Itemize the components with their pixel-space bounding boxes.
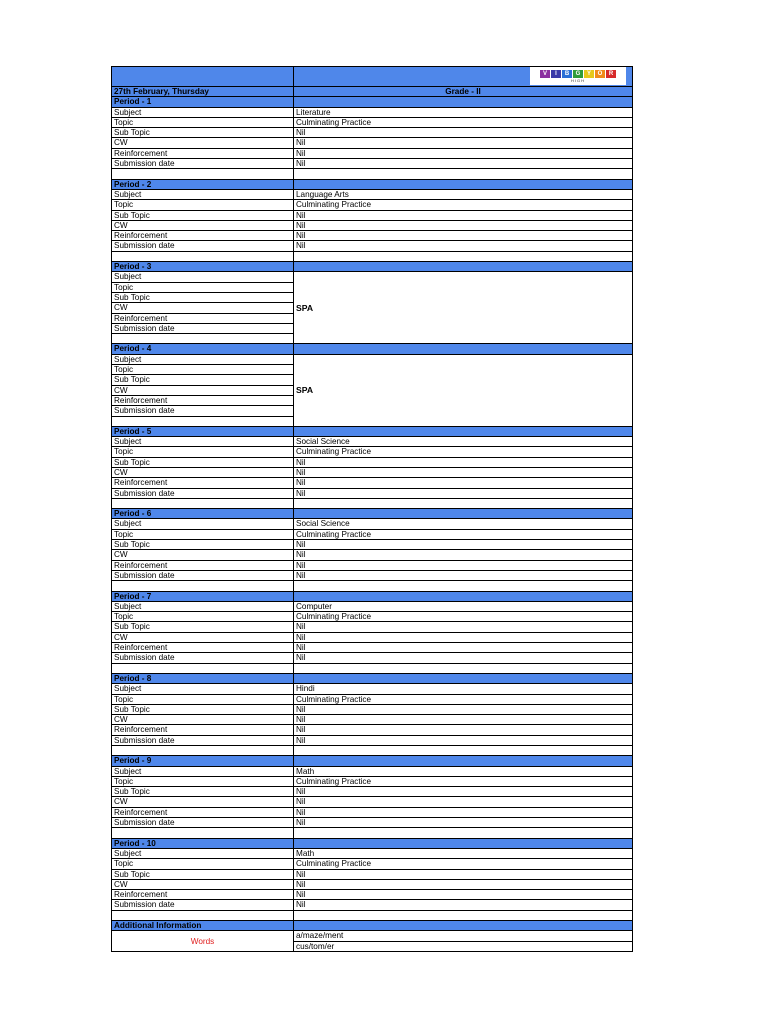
field-label: Topic <box>112 200 294 210</box>
spacer-row <box>112 746 633 756</box>
field-value: Nil <box>294 880 633 890</box>
field-label: Sub Topic <box>112 375 294 385</box>
period-field-row <box>112 643 633 653</box>
period-field-row <box>112 540 633 550</box>
period-field-row <box>112 787 633 797</box>
logo-letter: B <box>562 70 572 78</box>
period-field-row <box>112 725 633 735</box>
period-field-row <box>112 684 633 694</box>
logo-letter: O <box>595 70 605 78</box>
field-label: Topic <box>112 612 294 622</box>
word-item: a/maze/ment <box>294 931 633 941</box>
field-value: Nil <box>294 231 633 241</box>
period-field-row <box>112 859 633 869</box>
words-list <box>294 931 633 952</box>
period-field-row <box>112 519 633 529</box>
field-value: Nil <box>294 870 633 880</box>
period-header <box>112 180 633 190</box>
period-field-row <box>112 561 633 571</box>
field-label: Topic <box>112 859 294 869</box>
period-field-row <box>112 550 633 560</box>
field-label: Subject <box>112 108 294 118</box>
field-value: Nil <box>294 128 633 138</box>
date-label: 27th February, Thursday <box>112 87 294 97</box>
field-value: Culminating Practice <box>294 200 633 210</box>
field-label: CW <box>112 633 294 643</box>
field-label: Sub Topic <box>112 705 294 715</box>
period-title: Period - 4 <box>112 344 294 354</box>
words-block <box>112 931 633 952</box>
period-field-row <box>112 108 633 118</box>
period-field-row <box>112 447 633 457</box>
period-field-row <box>112 118 633 128</box>
logo-letters <box>540 70 616 78</box>
field-value: Nil <box>294 725 633 735</box>
period-field-row <box>112 890 633 900</box>
field-value: Nil <box>294 458 633 468</box>
logo-letter: Y <box>584 70 594 78</box>
period-header <box>112 97 633 107</box>
field-value: Culminating Practice <box>294 118 633 128</box>
spacer-row <box>112 664 633 674</box>
field-label: Sub Topic <box>112 787 294 797</box>
period-list <box>112 97 633 921</box>
period-title: Period - 7 <box>112 592 294 602</box>
field-value: Social Science <box>294 519 633 529</box>
period-field-row <box>112 190 633 200</box>
period-title: Period - 3 <box>112 262 294 272</box>
period-title: Period - 6 <box>112 509 294 519</box>
field-label: Submission date <box>112 489 294 499</box>
logo-subtitle: HIGH <box>571 77 585 83</box>
period-field-row <box>112 571 633 581</box>
field-value: Math <box>294 767 633 777</box>
period-field-row <box>112 797 633 807</box>
field-label: Submission date <box>112 571 294 581</box>
field-label: Subject <box>112 767 294 777</box>
period-field-row <box>112 705 633 715</box>
field-value: Nil <box>294 221 633 231</box>
period-field-row <box>112 818 633 828</box>
period-field-row <box>112 530 633 540</box>
field-label: Subject <box>112 519 294 529</box>
additional-header <box>112 921 633 931</box>
logo-letter: G <box>573 70 583 78</box>
period-field-row <box>112 880 633 890</box>
field-label: CW <box>112 138 294 148</box>
merged-period-block <box>112 355 633 427</box>
period-field-row <box>112 715 633 725</box>
field-label: Subject <box>112 437 294 447</box>
period-field-row <box>112 736 633 746</box>
period-field-row <box>112 622 633 632</box>
field-label: Submission date <box>112 406 294 416</box>
period-field-row <box>112 478 633 488</box>
period-field-row <box>112 221 633 231</box>
period-header <box>112 592 633 602</box>
field-value: Culminating Practice <box>294 530 633 540</box>
field-label: Submission date <box>112 736 294 746</box>
period-header <box>112 509 633 519</box>
field-value: Nil <box>294 715 633 725</box>
spacer-row <box>112 911 633 921</box>
spacer-row <box>112 581 633 591</box>
period-title: Period - 8 <box>112 674 294 684</box>
field-label: CW <box>112 303 294 313</box>
field-label: Sub Topic <box>112 622 294 632</box>
field-label: Submission date <box>112 159 294 169</box>
period-field-row <box>112 808 633 818</box>
field-value: Nil <box>294 818 633 828</box>
field-label: Topic <box>112 118 294 128</box>
additional-info <box>112 921 633 952</box>
field-value: Culminating Practice <box>294 447 633 457</box>
spacer-row <box>112 828 633 838</box>
field-label: Subject <box>112 684 294 694</box>
period-field-row <box>112 211 633 221</box>
field-label: CW <box>112 715 294 725</box>
period-field-row <box>112 767 633 777</box>
period-title: Period - 9 <box>112 756 294 766</box>
field-value: Culminating Practice <box>294 695 633 705</box>
period-field-row <box>112 602 633 612</box>
period-header <box>112 839 633 849</box>
field-label: Reinforcement <box>112 725 294 735</box>
period-title: Period - 2 <box>112 180 294 190</box>
field-label: Subject <box>112 602 294 612</box>
field-value: Nil <box>294 550 633 560</box>
field-value: Nil <box>294 540 633 550</box>
field-value: Social Science <box>294 437 633 447</box>
field-label: Sub Topic <box>112 293 294 303</box>
period-header <box>112 427 633 437</box>
period-field-row <box>112 231 633 241</box>
period-header <box>112 756 633 766</box>
field-label: Topic <box>112 283 294 293</box>
field-label: Submission date <box>112 241 294 251</box>
field-label: Reinforcement <box>112 643 294 653</box>
merged-period-block <box>112 272 633 344</box>
field-label: Reinforcement <box>112 314 294 324</box>
field-value: Culminating Practice <box>294 859 633 869</box>
field-value: Computer <box>294 602 633 612</box>
field-label: Sub Topic <box>112 211 294 221</box>
period-field-row <box>112 695 633 705</box>
field-label: Submission date <box>112 818 294 828</box>
field-value: Nil <box>294 622 633 632</box>
field-label: CW <box>112 468 294 478</box>
spacer-row <box>112 499 633 509</box>
period-field-row <box>112 900 633 910</box>
field-label: CW <box>112 797 294 807</box>
field-label: Topic <box>112 695 294 705</box>
period-header <box>112 344 633 354</box>
logo-letter: I <box>551 70 561 78</box>
field-value: Nil <box>294 561 633 571</box>
period-title: Period - 10 <box>112 839 294 849</box>
field-label: Subject <box>112 272 294 282</box>
sheet-top-row <box>112 67 633 87</box>
merged-value: SPA <box>294 355 633 427</box>
period-field-row <box>112 612 633 622</box>
field-label: Reinforcement <box>112 561 294 571</box>
field-value: Nil <box>294 468 633 478</box>
period-field-row <box>112 128 633 138</box>
period-field-row <box>112 849 633 859</box>
field-label: Sub Topic <box>112 128 294 138</box>
field-label: CW <box>112 880 294 890</box>
field-label: Sub Topic <box>112 458 294 468</box>
field-value: Language Arts <box>294 190 633 200</box>
field-value: Nil <box>294 159 633 169</box>
period-title: Period - 1 <box>112 97 294 107</box>
period-field-row <box>112 241 633 251</box>
field-label: Reinforcement <box>112 396 294 406</box>
field-label: Submission date <box>112 324 294 334</box>
word-item: cus/tom/er <box>294 942 633 952</box>
field-value: Culminating Practice <box>294 612 633 622</box>
field-label: Reinforcement <box>112 231 294 241</box>
vibgyor-high-logo <box>530 67 626 85</box>
field-value: Nil <box>294 478 633 488</box>
field-value: Nil <box>294 149 633 159</box>
field-label: Topic <box>112 447 294 457</box>
words-label: Words <box>112 931 294 952</box>
period-field-row <box>112 159 633 169</box>
period-field-row <box>112 653 633 663</box>
field-label: CW <box>112 386 294 396</box>
period-field-row <box>112 468 633 478</box>
field-value: Nil <box>294 808 633 818</box>
spacer-row <box>112 252 633 262</box>
merged-value: SPA <box>294 272 633 344</box>
period-field-row <box>112 777 633 787</box>
field-value: Nil <box>294 633 633 643</box>
field-value: Nil <box>294 705 633 715</box>
grade-label: Grade - II <box>294 87 633 97</box>
field-value: Nil <box>294 211 633 221</box>
field-label: Submission date <box>112 653 294 663</box>
field-value: Math <box>294 849 633 859</box>
period-field-row <box>112 200 633 210</box>
field-value: Nil <box>294 736 633 746</box>
field-value: Nil <box>294 489 633 499</box>
field-label: Reinforcement <box>112 890 294 900</box>
logo-letter: V <box>540 70 550 78</box>
field-label: CW <box>112 550 294 560</box>
additional-title: Additional Information <box>112 921 294 931</box>
field-label: Reinforcement <box>112 808 294 818</box>
field-value: Nil <box>294 241 633 251</box>
field-value: Nil <box>294 653 633 663</box>
period-field-row <box>112 489 633 499</box>
field-value: Nil <box>294 571 633 581</box>
period-header <box>112 674 633 684</box>
field-value: Nil <box>294 643 633 653</box>
field-value: Hindi <box>294 684 633 694</box>
spacer-row <box>112 169 633 179</box>
homework-sheet <box>111 66 633 952</box>
field-value: Nil <box>294 787 633 797</box>
field-value: Nil <box>294 138 633 148</box>
field-label: Subject <box>112 355 294 365</box>
period-title: Period - 5 <box>112 427 294 437</box>
period-field-row <box>112 633 633 643</box>
field-label: CW <box>112 221 294 231</box>
logo-letter: R <box>606 70 616 78</box>
period-field-row <box>112 149 633 159</box>
period-field-row <box>112 138 633 148</box>
field-label: Reinforcement <box>112 478 294 488</box>
field-value: Nil <box>294 890 633 900</box>
field-label: Subject <box>112 849 294 859</box>
field-value: Literature <box>294 108 633 118</box>
period-field-row <box>112 870 633 880</box>
period-field-row <box>112 437 633 447</box>
field-label: Sub Topic <box>112 870 294 880</box>
field-value: Nil <box>294 797 633 807</box>
period-header <box>112 262 633 272</box>
field-label: Topic <box>112 777 294 787</box>
period-field-row <box>112 458 633 468</box>
field-label: Reinforcement <box>112 149 294 159</box>
field-value: Culminating Practice <box>294 777 633 787</box>
field-label: Submission date <box>112 900 294 910</box>
field-label: Sub Topic <box>112 540 294 550</box>
field-label: Topic <box>112 365 294 375</box>
field-label: Topic <box>112 530 294 540</box>
field-value: Nil <box>294 900 633 910</box>
sheet-meta-row <box>112 87 633 97</box>
field-label: Subject <box>112 190 294 200</box>
